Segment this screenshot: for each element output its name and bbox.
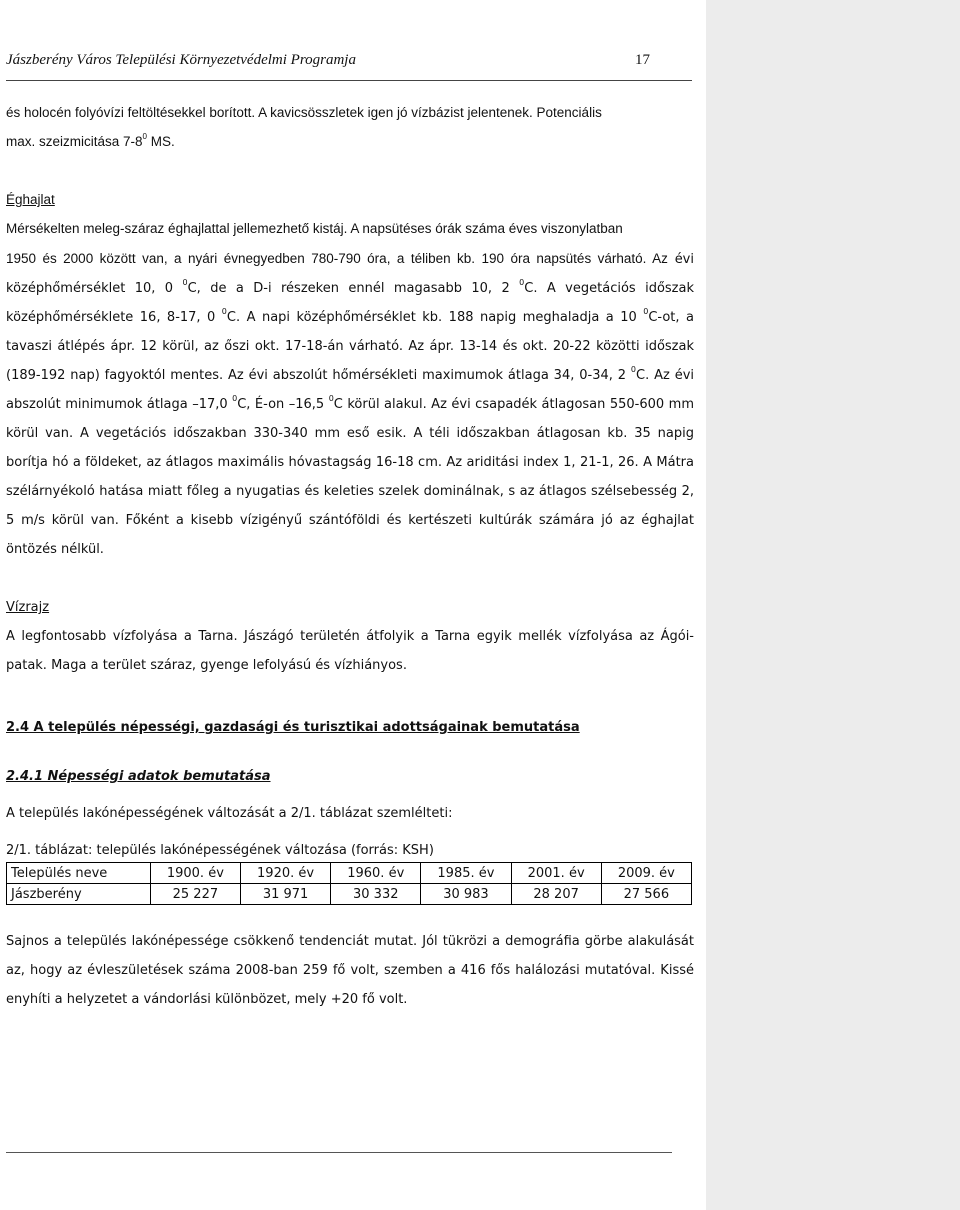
document-body xyxy=(6,98,694,1014)
intro-line-2: max. szeizmicitása 7-8 xyxy=(6,134,143,149)
water-paragraph: A legfontosabb vízfolyása a Tarna. Jászágó területén átfolyik a Tarna egyik mellék vízfolyása az Ágói-patak. Maga a terület száraz, gyenge lefolyású és vízhiányos. xyxy=(6,629,694,673)
degree-sup: 0 xyxy=(519,278,525,287)
climate-text: C-ot, a tavaszi átlépés ápr. 12 körül, az őszi okt. 17-18-án várható. Az ápr. 13-14 és okt. 20-22 közötti időszak (189-192 nap) fagyoktól mentes. Az évi abszolút hőmérsékleti maximumok átlaga 34, 0-34, 2 xyxy=(6,310,694,383)
table-header-cell: 2009. év xyxy=(601,863,691,884)
population-table xyxy=(6,862,692,905)
section-heading xyxy=(6,713,694,742)
footer-divider xyxy=(6,1152,672,1153)
intro-line-1: és holocén folyóvízi feltöltésekkel borított. A kavicsösszletek igen jó vízbázist jelentenek. Potenciális xyxy=(6,105,602,120)
subsection-heading-text: 2.4.1 Népességi adatok bemutatása xyxy=(6,769,271,784)
climate-line-1: Mérsékelten meleg-száraz éghajlattal jellemezhető kistáj. A napsütéses órák száma éves viszonylatban xyxy=(6,221,623,236)
table-header-cell: 1985. év xyxy=(421,863,511,884)
page-number: 17 xyxy=(635,52,650,68)
table-cell: 30 983 xyxy=(421,884,511,905)
climate-text: C, de a D-i részeken ennél magasabb 10, 2 xyxy=(187,281,520,296)
intro-superscript: 0 xyxy=(142,132,147,141)
climate-rest xyxy=(6,252,694,557)
table-cell: Jászberény xyxy=(7,884,151,905)
table-intro: A település lakónépességének változását a 2/1. táblázat szemlélteti: xyxy=(6,806,453,821)
table-header-cell: Település neve xyxy=(7,863,151,884)
table-header-row xyxy=(7,863,692,884)
closing-paragraph: Sajnos a település lakónépessége csökkenő tendenciát mutat. Jól tükrözi a demográfia görbe alakulását az, hogy az évleszületések száma 2008-ban 259 fő volt, szemben a 416 fős halálozási mutatóval. Kissé enyhíti a helyzetet a vándorlási különbözet, mely +20 fő volt. xyxy=(6,934,694,1007)
climate-paragraph xyxy=(6,214,694,564)
climate-heading: Éghajlat xyxy=(6,192,55,207)
section-heading-text: 2.4 A település népességi, gazdasági és turisztikai adottságainak bemutatása xyxy=(6,720,580,735)
intro-line-2-end: MS. xyxy=(147,134,175,149)
degree-sup: 0 xyxy=(182,278,188,287)
table-cell: 25 227 xyxy=(150,884,240,905)
climate-text: C. A napi középhőmérséklet kb. 188 napig meghaladja a 10 xyxy=(226,310,644,325)
climate-text: C. A vegetációs időszak középhőmérséklete 16, 8-17, 0 xyxy=(6,281,694,325)
table-cell: 27 566 xyxy=(601,884,691,905)
degree-sup: 0 xyxy=(630,365,636,374)
table-header-cell: 1920. év xyxy=(240,863,330,884)
header-title: Jászberény Város Települési Környezetvédelmi Programja xyxy=(6,52,356,68)
climate-line-2: 1950 és 2000 között van, a nyári évnegyedben 780-790 óra, a téliben kb. 190 óra napsütés várható. Az xyxy=(6,251,668,266)
subsection-heading xyxy=(6,762,694,791)
climate-text: C, É-on –16,5 xyxy=(237,397,329,412)
table-header-cell: 2001. év xyxy=(511,863,601,884)
table-row xyxy=(7,884,692,905)
table-cell: 31 971 xyxy=(240,884,330,905)
page-header xyxy=(6,50,692,81)
degree-sup: 0 xyxy=(221,307,227,316)
climate-text: C. Az évi abszolút minimumok átlaga –17,0 xyxy=(6,368,694,412)
degree-sup: 0 xyxy=(643,307,649,316)
table-header-cell: 1960. év xyxy=(331,863,421,884)
degree-sup: 0 xyxy=(328,394,334,403)
table-caption: 2/1. táblázat: település lakónépességének változása (forrás: KSH) xyxy=(6,843,434,858)
climate-text: C körül alakul. Az évi csapadék átlagosan 550-600 mm körül van. A vegetációs időszakban 330-340 mm eső esik. A téli időszakban átlagosan kb. 35 napig borítja hó a földeket, az átlagos maximális hóvastagság 16-18 cm. Az ariditási index 1, 21-1, 26. A Mátra szélárnyékoló hatása miatt főleg a nyugatias és keleties szelek dominálnak, s az átlagos szélsebesség 2, 5 m/s körül van. Főként a kisebb vízigényű szántóföldi és kertészeti kultúrák számára jó az éghajlat öntözés nélkül. xyxy=(6,397,694,557)
table-header-cell: 1900. év xyxy=(150,863,240,884)
table-cell: 28 207 xyxy=(511,884,601,905)
intro-paragraph xyxy=(6,98,694,156)
water-heading: Vízrajz xyxy=(6,600,50,615)
climate-text: évi középhőmérséklet 10, 0 xyxy=(6,252,694,296)
table-cell: 30 332 xyxy=(331,884,421,905)
comment-margin xyxy=(706,0,960,1210)
degree-sup: 0 xyxy=(232,394,238,403)
